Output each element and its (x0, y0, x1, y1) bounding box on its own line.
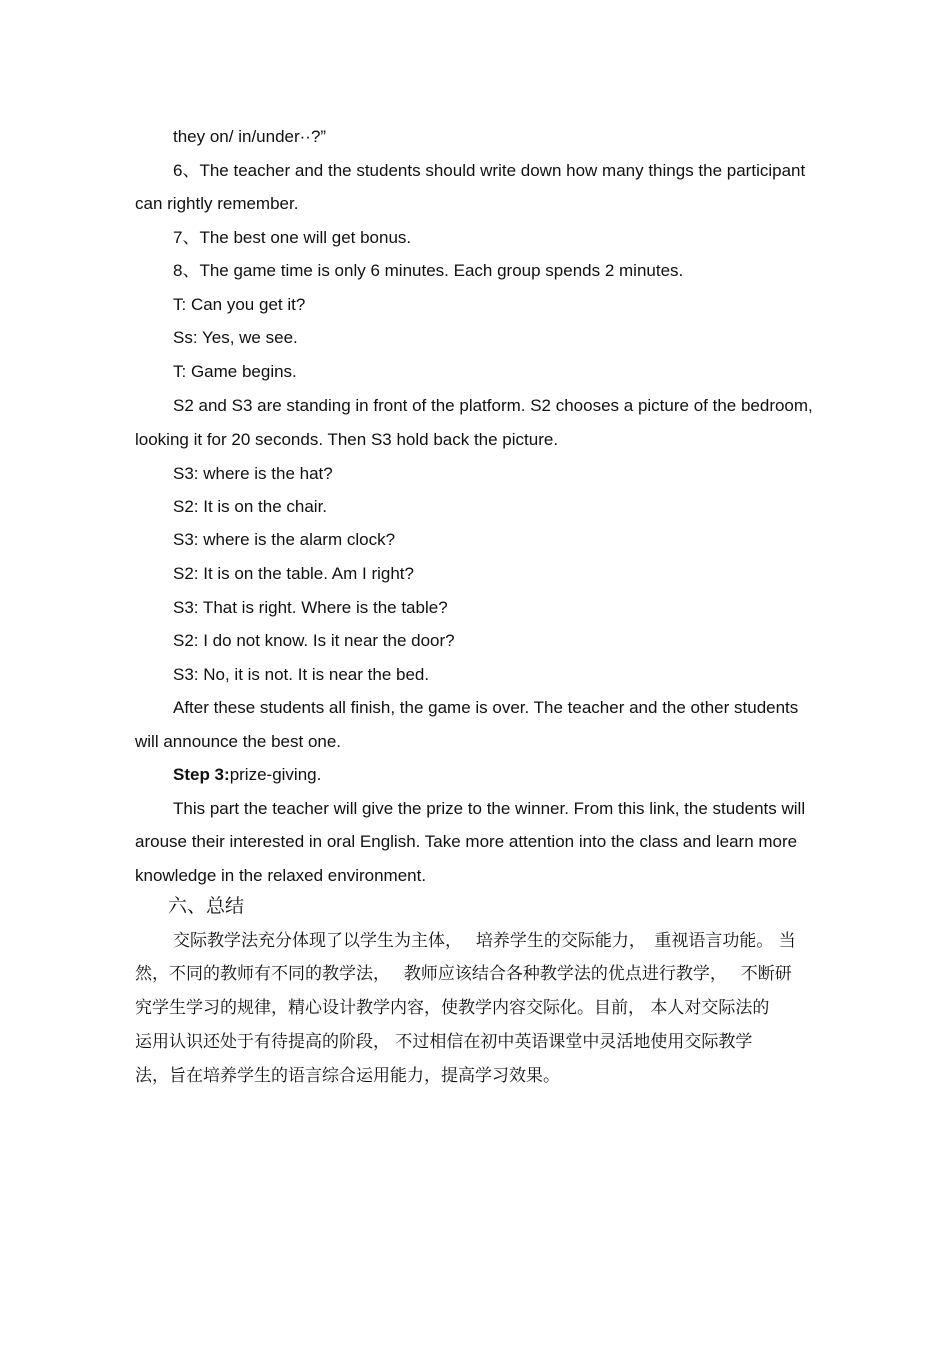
text-line: S2 and S3 are standing in front of the platform. S2 chooses a picture of the bedroom, (173, 396, 813, 415)
text-line: After these students all finish, the game is over. The teacher and the other students (173, 698, 799, 717)
summary-line: 然，不同的教师有不同的教学法， 教师应该结合各种教学法的优点进行教学， 不断研 (135, 964, 792, 984)
text-line: S2: It is on the chair. (173, 497, 328, 516)
text-line: 6、The teacher and the students should write down how many things the participant (173, 161, 806, 180)
step-3-line (173, 765, 321, 785)
text-line: will announce the best one. (135, 732, 342, 751)
prize-paragraph-line: knowledge in the relaxed environment. (135, 866, 427, 885)
text-line: can rightly remember. (135, 194, 299, 213)
section-heading: 六、总结 (168, 895, 245, 917)
text-line: T: Game begins. (173, 362, 297, 381)
summary-line: 究学生学习的规律，精心设计教学内容，使教学内容交际化。目前， 本人对交际法的 (135, 998, 770, 1018)
summary-line: 法，旨在培养学生的语言综合运用能力，提高学习效果。 (135, 1066, 560, 1086)
text-line: S3: No, it is not. It is near the bed. (173, 665, 430, 684)
step-3-label: Step 3: (173, 765, 230, 784)
text-line: S3: where is the alarm clock? (173, 530, 396, 549)
text-line: looking it for 20 seconds. Then S3 hold back the picture. (135, 430, 559, 449)
prize-paragraph-line: arouse their interested in oral English. Take more attention into the class and learn more (135, 832, 798, 851)
text-line: they on/ in/under··?” (173, 127, 327, 146)
text-line: 8、The game time is only 6 minutes. Each group spends 2 minutes. (173, 261, 684, 280)
summary-line: 交际教学法充分体现了以学生为主体， 培养学生的交际能力， 重视语言功能。 当 (173, 931, 796, 951)
text-line: Ss: Yes, we see. (173, 328, 298, 347)
step-3-text: prize-giving. (229, 765, 322, 784)
prize-paragraph-line: This part the teacher will give the prize to the winner. From this link, the students will (173, 799, 806, 818)
text-line: S3: where is the hat? (173, 464, 333, 483)
text-line: 7、The best one will get bonus. (173, 228, 412, 247)
text-line: S2: It is on the table. Am I right? (173, 564, 414, 583)
text-line: S2: I do not know. Is it near the door? (173, 631, 455, 650)
text-line: T: Can you get it? (173, 295, 306, 314)
text-line: S3: That is right. Where is the table? (173, 598, 448, 617)
summary-line: 运用认识还处于有待提高的阶段， 不过相信在初中英语课堂中灵活地使用交际教学 (135, 1032, 753, 1052)
